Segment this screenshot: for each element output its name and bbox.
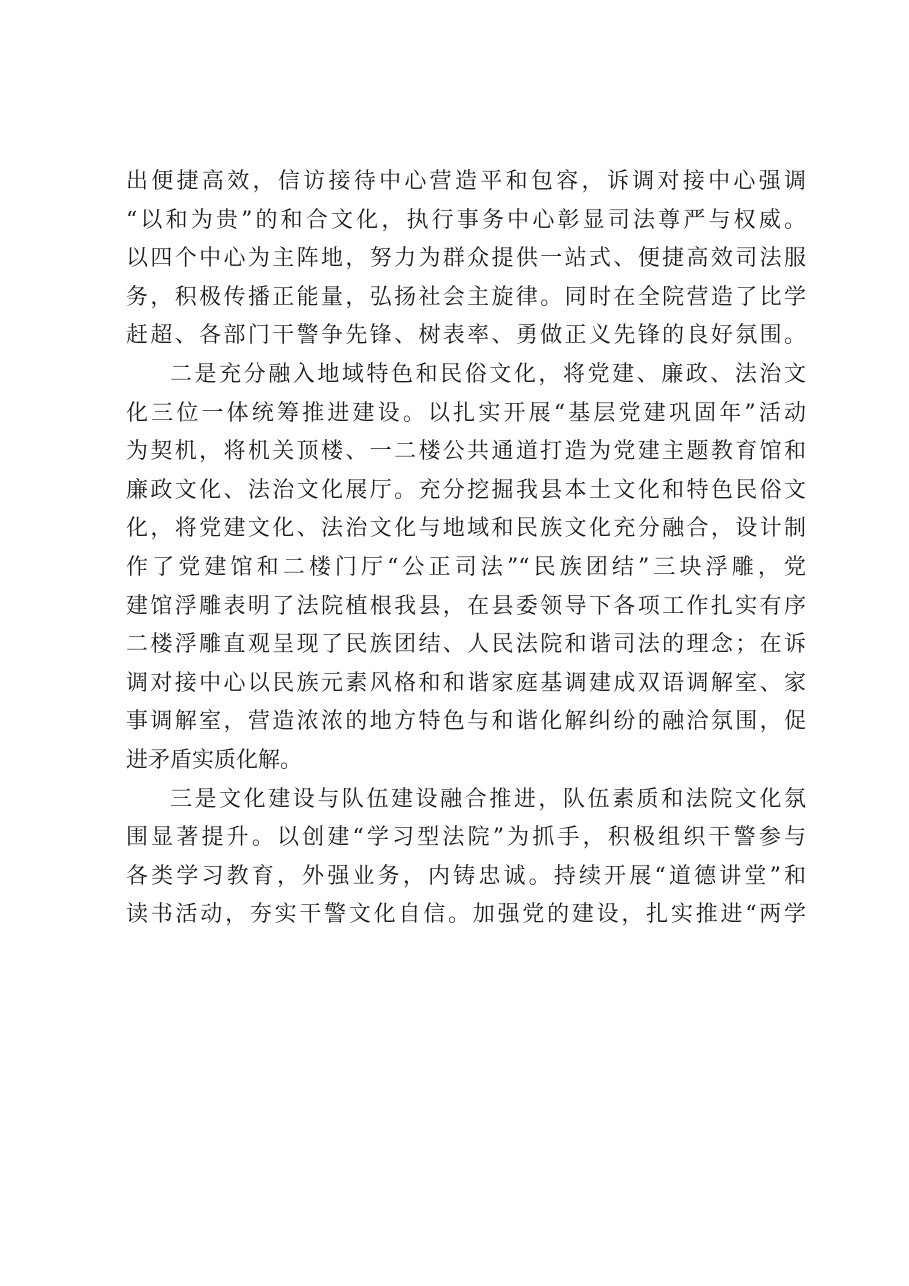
paragraph-line: 赶超、各部门干警争先锋、树表率、勇做正义先锋的良好氛围。 bbox=[126, 323, 806, 349]
paragraph-line: 围显著提升。以创建“学习型法院”为抓手，积极组织干警参与 bbox=[126, 825, 806, 851]
paragraph-line: 化，将党建文化、法治文化与地域和民族文化充分融合，设计制 bbox=[126, 516, 806, 542]
paragraph-line: 以四个中心为主阵地，努力为群众提供一站式、便捷高效司法服 bbox=[126, 246, 806, 272]
paragraph-line: 建馆浮雕表明了法院植根我县，在县委领导下各项工作扎实有序 bbox=[126, 593, 806, 619]
paragraph-line: 三是文化建设与队伍建设融合推进，队伍素质和法院文化氛 bbox=[170, 786, 806, 812]
document-body bbox=[126, 163, 806, 935]
paragraph-line: 廉政文化、法治文化展厅。充分挖掘我县本土文化和特色民俗文 bbox=[126, 477, 806, 503]
paragraph-line: 各类学习教育，外强业务，内铸忠诚。持续开展“道德讲堂”和 bbox=[126, 863, 806, 889]
paragraph-line: 二楼浮雕直观呈现了民族团结、人民法院和谐司法的理念；在诉 bbox=[126, 632, 806, 658]
paragraph-line: 出便捷高效，信访接待中心营造平和包容，诉调对接中心强调 bbox=[126, 169, 806, 194]
paragraph-line: 进矛盾实质化解。 bbox=[126, 747, 303, 773]
paragraph-line: 为契机，将机关顶楼、一二楼公共通道打造为党建主题教育馆和 bbox=[126, 439, 806, 465]
paragraph-line: 化三位一体统筹推进建设。以扎实开展“基层党建巩固年”活动 bbox=[126, 400, 806, 426]
paragraph-2 bbox=[126, 356, 806, 781]
paragraph-1 bbox=[126, 163, 806, 356]
paragraph-line: 事调解室，营造浓浓的地方特色与和谐化解纠纷的融洽氛围，促 bbox=[126, 709, 806, 735]
paragraph-line: 调对接中心以民族元素风格和和谐家庭基调建成双语调解室、家 bbox=[126, 670, 806, 696]
paragraph-line: “以和为贵”的和合文化，执行事务中心彰显司法尊严与权威。 bbox=[126, 207, 806, 233]
paragraph-line: 读书活动，夯实干警文化自信。加强党的建设，扎实推进“两学 bbox=[126, 902, 806, 928]
paragraph-line: 务，积极传播正能量，弘扬社会主旋律。同时在全院营造了比学 bbox=[126, 284, 806, 310]
paragraph-3 bbox=[126, 781, 806, 935]
paragraph-line: 作了党建馆和二楼门厅“公正司法”“民族团结”三块浮雕，党 bbox=[126, 554, 806, 580]
paragraph-line: 二是充分融入地域特色和民俗文化，将党建、廉政、法治文 bbox=[170, 361, 806, 387]
